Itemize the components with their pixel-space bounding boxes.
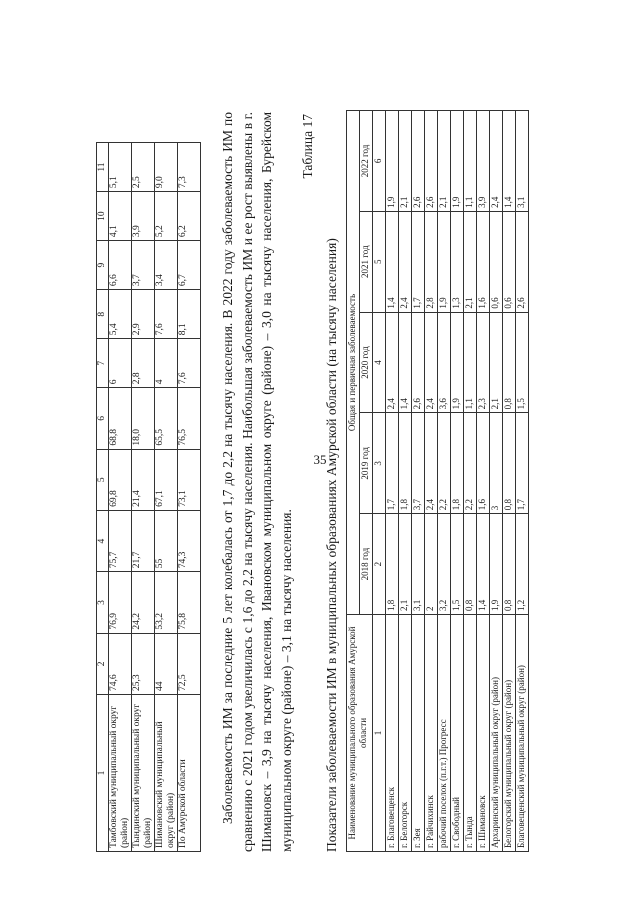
column-number: 4 (97, 510, 109, 571)
cell-value: 0,8 (503, 312, 516, 413)
cell-value: 0,8 (464, 514, 477, 615)
cell-value: 2,4 (490, 111, 503, 212)
cell-value: 1,8 (386, 514, 399, 615)
cell-value: 3,9 (132, 192, 155, 241)
cell-value: 44 (155, 633, 178, 694)
cell-value: 2,6 (412, 111, 425, 212)
cell-value: 4 (155, 339, 178, 388)
header-row-group (347, 111, 360, 852)
cell-value: 76,5 (178, 388, 201, 449)
cell-value: 65,5 (155, 388, 178, 449)
table-title: Показатели заболеваемости ИМ в муниципальных образованиях Амурской области (на тысячу населения) (324, 238, 339, 852)
table-row (399, 111, 412, 852)
cell-value: 1,9 (490, 514, 503, 615)
column-number: 10 (97, 192, 109, 241)
continued-table-body (97, 143, 201, 852)
table-row (132, 143, 155, 852)
cell-value: 1,9 (451, 312, 464, 413)
cell-value: 18,0 (132, 388, 155, 449)
cell-value: 2,4 (425, 413, 438, 514)
cell-value: 1,5 (516, 312, 529, 413)
cell-value: 1,1 (464, 312, 477, 413)
cell-value: 3,9 (477, 111, 490, 212)
year-header: 2020 год (360, 312, 373, 413)
table-row (490, 111, 503, 852)
cell-value: 2,9 (132, 290, 155, 339)
cell-value: 2,4 (386, 312, 399, 413)
cell-value: 0,8 (503, 413, 516, 514)
cell-value: 8,1 (178, 290, 201, 339)
municipality-name: г. Белогорск (399, 615, 412, 852)
cell-value: 2,3 (477, 312, 490, 413)
cell-value: 74,3 (178, 510, 201, 571)
cell-value: 3,7 (412, 413, 425, 514)
table-head (347, 111, 386, 852)
cell-value: 72,5 (178, 633, 201, 694)
cell-value: 2,1 (399, 514, 412, 615)
table-body (386, 111, 529, 852)
municipality-name: г. Благовещенск (386, 615, 399, 852)
cell-value: 1,1 (464, 111, 477, 212)
column-number: 2 (373, 514, 386, 615)
cell-value: 1,6 (477, 413, 490, 514)
cell-value: 1,4 (503, 111, 516, 212)
year-header: 2022 год (360, 111, 373, 212)
municipality-name: Благовещенский муниципальный округ (район) (516, 615, 529, 852)
cell-value: 53,2 (155, 572, 178, 633)
municipality-name: г. Зея (412, 615, 425, 852)
cell-value: 1,6 (477, 211, 490, 312)
cell-value: 1,9 (451, 111, 464, 212)
cell-value: 3,2 (438, 514, 451, 615)
cell-value: 6,7 (178, 241, 201, 290)
column-number-row (373, 111, 386, 852)
cell-value: 75,8 (178, 572, 201, 633)
cell-value: 55 (155, 510, 178, 571)
row-name: По Амурской области (178, 695, 201, 852)
incidence-paragraph: Заболеваемость ИМ за последние 5 лет колебалась от 1,7 до 2,2 на тысячу населения. В 2022 году заболеваемость ИМ по сравнению с 2021 годом увеличилась с 1,6 до 2,2 на тысячу населения. Наибольшая заболеваемость ИМ и ее рост выявлены в г. Шимановск – 3,9 на тысячу населения, Ивановском муниципальном округе (районе) – 3,0 на тысячу населения, Бурейском муниципальном округе (районе) – 3,1 на тысячу населения. (220, 112, 294, 852)
cell-value: 2,2 (438, 413, 451, 514)
cell-value: 2,8 (132, 339, 155, 388)
cell-value: 1,4 (386, 211, 399, 312)
column-number: 5 (373, 211, 386, 312)
cell-value: 2,1 (490, 312, 503, 413)
municipality-name: Архаринский муниципальный округ (район) (490, 615, 503, 852)
cell-value: 1,4 (399, 312, 412, 413)
cell-value: 0,6 (503, 211, 516, 312)
page-number: 35 (313, 452, 327, 467)
column-number: 1 (373, 615, 386, 852)
table-row (425, 111, 438, 852)
year-header: 2021 год (360, 211, 373, 312)
cell-value: 1,2 (516, 514, 529, 615)
cell-value: 7,3 (178, 143, 201, 192)
cell-value: 25,3 (132, 633, 155, 694)
table-label: Таблица 17 (300, 114, 315, 179)
table-row (503, 111, 516, 852)
column-number-row (97, 143, 109, 852)
column-number: 6 (373, 111, 386, 212)
column-number: 1 (97, 695, 109, 852)
cell-value: 6,6 (109, 241, 132, 290)
table-row (477, 111, 490, 852)
cell-value: 2,1 (438, 111, 451, 212)
cell-value: 2,6 (412, 312, 425, 413)
table-row (464, 111, 477, 852)
table-row (412, 111, 425, 852)
year-header: 2018 год (360, 514, 373, 615)
cell-value: 24,2 (132, 572, 155, 633)
cell-value: 2,4 (399, 211, 412, 312)
municipality-name: Белогорский муниципальный округ (район) (503, 615, 516, 852)
continued-incidence-table (96, 142, 201, 852)
cell-value: 2,1 (399, 111, 412, 212)
cell-value: 74,6 (109, 633, 132, 694)
cell-value: 21,7 (132, 510, 155, 571)
column-number: 4 (373, 312, 386, 413)
cell-value: 1,8 (399, 413, 412, 514)
column-number: 6 (97, 388, 109, 449)
column-number: 2 (97, 633, 109, 694)
cell-value: 2,5 (132, 143, 155, 192)
municipality-name: г. Тында (464, 615, 477, 852)
cell-value: 3 (490, 413, 503, 514)
cell-value: 1,9 (386, 111, 399, 212)
column-number: 9 (97, 241, 109, 290)
municipality-name: рабочий поселок (п.г.т.) Прогресс (438, 615, 451, 852)
cell-value: 5,4 (109, 290, 132, 339)
cell-value: 2,6 (425, 111, 438, 212)
cell-value: 1,7 (516, 413, 529, 514)
cell-value: 2,8 (425, 211, 438, 312)
cell-value: 3,4 (155, 241, 178, 290)
cell-value: 1,8 (451, 413, 464, 514)
cell-value: 21,4 (132, 449, 155, 510)
cell-value: 1,4 (477, 514, 490, 615)
cell-value: 3,7 (132, 241, 155, 290)
year-header: 2019 год (360, 413, 373, 514)
column-number: 3 (97, 572, 109, 633)
cell-value: 1,7 (412, 211, 425, 312)
column-number: 8 (97, 290, 109, 339)
cell-value: 2,4 (425, 312, 438, 413)
municipality-name: г. Свободный (451, 615, 464, 852)
table-row (451, 111, 464, 852)
row-name: Шимановский муниципальный округ (район) (155, 695, 178, 852)
cell-value: 76,9 (109, 572, 132, 633)
name-column-header: Наименование муниципального образования Амурской области (347, 615, 373, 852)
table-row (109, 143, 132, 852)
group-column-header: Общая и первичная заболеваемость (347, 111, 360, 615)
table-row (516, 111, 529, 852)
municipality-name: г. Шимановск (477, 615, 490, 852)
table-row (155, 143, 178, 852)
cell-value: 69,8 (109, 449, 132, 510)
cell-value: 5,1 (109, 143, 132, 192)
cell-value: 6 (109, 339, 132, 388)
cell-value: 67,1 (155, 449, 178, 510)
cell-value: 0,8 (503, 514, 516, 615)
municipality-name: г. Райчихинск (425, 615, 438, 852)
cell-value: 68,8 (109, 388, 132, 449)
row-name: Тамбовский муниципальный округ (район) (109, 695, 132, 852)
cell-value: 1,5 (451, 514, 464, 615)
row-name: Тындинский муниципальный округ (район) (132, 695, 155, 852)
cell-value: 2 (425, 514, 438, 615)
column-number: 7 (97, 339, 109, 388)
cell-value: 3,1 (516, 111, 529, 212)
cell-value: 1,3 (451, 211, 464, 312)
cell-value: 1,7 (386, 413, 399, 514)
im-incidence-table (346, 110, 529, 852)
cell-value: 2,2 (464, 413, 477, 514)
cell-value: 73,1 (178, 449, 201, 510)
table-row (438, 111, 451, 852)
cell-value: 2,1 (464, 211, 477, 312)
cell-value: 0,6 (490, 211, 503, 312)
cell-value: 9,0 (155, 143, 178, 192)
table-row (178, 143, 201, 852)
column-number: 11 (97, 143, 109, 192)
cell-value: 7,6 (155, 290, 178, 339)
cell-value: 4,1 (109, 192, 132, 241)
table-row (386, 111, 399, 852)
cell-value: 5,2 (155, 192, 178, 241)
cell-value: 6,2 (178, 192, 201, 241)
cell-value: 3,6 (438, 312, 451, 413)
cell-value: 75,7 (109, 510, 132, 571)
column-number: 5 (97, 449, 109, 510)
column-number: 3 (373, 413, 386, 514)
cell-value: 3,1 (412, 514, 425, 615)
cell-value: 1,9 (438, 211, 451, 312)
cell-value: 2,6 (516, 211, 529, 312)
cell-value: 7,6 (178, 339, 201, 388)
